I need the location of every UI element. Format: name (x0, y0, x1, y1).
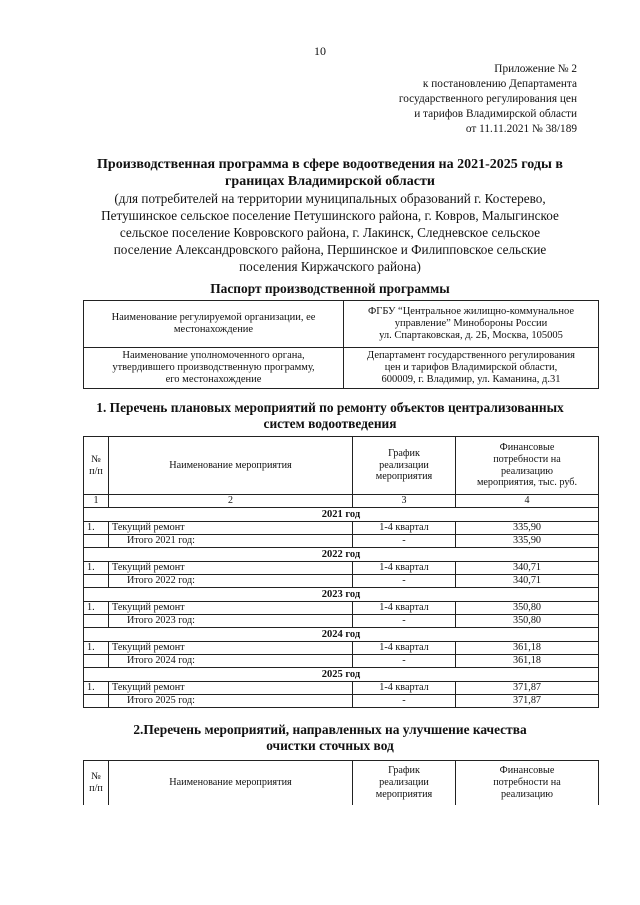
year-label: 2022 год (84, 548, 599, 562)
column-number: 4 (456, 495, 599, 508)
row-item: Текущий ремонт (109, 522, 353, 535)
header-number (84, 437, 109, 495)
row-schedule: 1-4 квартал (353, 642, 456, 655)
total-row (84, 695, 599, 708)
column-number: 3 (353, 495, 456, 508)
text-line: местонахождение (173, 324, 254, 335)
year-row (84, 548, 599, 562)
table-row (84, 562, 599, 575)
row-number (84, 535, 109, 548)
text-line: ФГБУ “Центральное жилищно-коммунальное (367, 305, 575, 317)
total-label: Итого 2025 год: (109, 695, 353, 708)
text-line: Финансовые (499, 765, 555, 777)
table-header-row (84, 437, 599, 495)
table-row (84, 602, 599, 615)
appendix-line: от 11.11.2021 № 38/189 (465, 123, 577, 135)
column-number: 1 (84, 495, 109, 508)
total-schedule: - (353, 575, 456, 588)
passport-row-authority (84, 348, 599, 389)
row-amount: 361,18 (456, 642, 599, 655)
subtitle-line: Петушинское сельское поселение Петушинского района, г. Ковров, Малыгинское (101, 208, 559, 223)
row-item: Текущий ремонт (109, 602, 353, 615)
row-schedule: 1-4 квартал (353, 682, 456, 695)
total-label: Итого 2023 год: (109, 615, 353, 628)
text-line: № (91, 771, 101, 783)
header-schedule (353, 761, 456, 805)
row-amount: 350,80 (456, 602, 599, 615)
total-label: Итого 2021 год: (109, 535, 353, 548)
row-schedule: 1-4 квартал (353, 522, 456, 535)
heading-line: 2.Перечень мероприятий, направленных на улучшение качества (133, 722, 527, 737)
total-schedule: - (353, 535, 456, 548)
heading-line: очистки сточных вод (266, 738, 394, 753)
row-number (84, 695, 109, 708)
row-number (84, 655, 109, 668)
total-label: Итого 2024 год: (109, 655, 353, 668)
repair-plan-table (83, 436, 599, 708)
table-row (84, 522, 599, 535)
total-amount: 340,71 (456, 575, 599, 588)
appendix-line: Приложение № 2 (494, 63, 577, 75)
appendix-line: к постановлению Департамента (422, 78, 577, 90)
text-line: утвердившего производственную программу, (112, 361, 315, 373)
row-number: 1. (84, 682, 109, 695)
text-line: ул. Спартаковская, д. 2Б, Москва, 105005 (379, 330, 563, 342)
total-row (84, 535, 599, 548)
total-schedule: - (353, 655, 456, 668)
subtitle-line: (для потребителей на территории муниципальных образований г. Костерево, (114, 191, 546, 206)
row-amount: 335,90 (456, 522, 599, 535)
header-financing (456, 437, 599, 495)
text-line: управление” Минобороны России (394, 317, 548, 329)
year-label: 2024 год (84, 628, 599, 642)
total-schedule: - (353, 695, 456, 708)
text-line: Наименование уполномоченного органа, (122, 349, 305, 361)
passport-value (344, 301, 599, 348)
row-item: Текущий ремонт (109, 562, 353, 575)
header-schedule (353, 437, 456, 495)
table-row (84, 642, 599, 655)
text-line: потребности на (493, 453, 561, 465)
row-number: 1. (84, 562, 109, 575)
total-amount: 350,80 (456, 615, 599, 628)
text-line: п/п (89, 465, 103, 477)
total-amount: 335,90 (456, 535, 599, 548)
column-number: 2 (109, 495, 353, 508)
section1-heading (60, 400, 600, 432)
table-header-row (84, 761, 599, 805)
text-line: реализации (379, 776, 429, 788)
text-line: реализации (379, 459, 429, 471)
total-row (84, 575, 599, 588)
text-line: № (91, 453, 101, 465)
total-label: Итого 2022 год: (109, 575, 353, 588)
text-line: Департамент государственного регулирования (367, 349, 575, 361)
year-row (84, 588, 599, 602)
header-name: Наименование мероприятия (109, 761, 353, 805)
text-line: мероприятия (375, 788, 433, 800)
row-amount: 371,87 (456, 682, 599, 695)
text-line: реализацию (501, 788, 553, 800)
row-item: Текущий ремонт (109, 642, 353, 655)
text-line: реализацию (501, 465, 553, 477)
passport-row-organization (84, 301, 599, 348)
row-number: 1. (84, 522, 109, 535)
total-amount: 371,87 (456, 695, 599, 708)
row-number (84, 575, 109, 588)
header-name: Наименование мероприятия (109, 437, 353, 495)
subtitle-line: сельское поселение Ковровского района, г. Лакинск, Следневское сельское (119, 225, 541, 240)
table-row (84, 682, 599, 695)
title-line: Производственная программа в сфере водоотведения на 2021-2025 годы в (97, 157, 563, 172)
text-line: его местонахождение (165, 374, 262, 386)
document-title (60, 156, 600, 275)
total-row (84, 655, 599, 668)
text-line: График (388, 448, 420, 460)
quality-plan-table (83, 760, 599, 805)
title-line: границах Владимирской области (225, 174, 435, 189)
text-line: потребности на (493, 776, 561, 788)
year-row (84, 508, 599, 522)
passport-table (83, 300, 599, 389)
passport-label (84, 348, 344, 389)
passport-heading: Паспорт производственной программы (210, 281, 450, 296)
page-number: 10 (314, 44, 326, 58)
total-amount: 361,18 (456, 655, 599, 668)
row-schedule: 1-4 квартал (353, 562, 456, 575)
total-row (84, 615, 599, 628)
text-line: 600009, г. Владимир, ул. Каманина, д.31 (381, 374, 561, 386)
header-number (84, 761, 109, 805)
heading-line: 1. Перечень плановых мероприятий по ремонту объектов централизованных (96, 400, 564, 415)
row-item: Текущий ремонт (109, 682, 353, 695)
row-schedule: 1-4 квартал (353, 602, 456, 615)
row-amount: 340,71 (456, 562, 599, 575)
text-line: мероприятия, тыс. руб. (476, 477, 578, 489)
appendix-note (399, 62, 577, 137)
subtitle-line: поселение Александровского района, Першинское и Филипповское сельские (113, 242, 547, 257)
year-label: 2023 год (84, 588, 599, 602)
appendix-line: государственного регулирования цен (398, 93, 577, 105)
year-row (84, 668, 599, 682)
total-schedule: - (353, 615, 456, 628)
row-number: 1. (84, 642, 109, 655)
appendix-line: и тарифов Владимирской области (414, 108, 577, 120)
year-label: 2021 год (84, 508, 599, 522)
year-row (84, 628, 599, 642)
text-line: Наименование регулируемой организации, ее (111, 311, 316, 323)
heading-line: систем водоотведения (263, 416, 397, 431)
passport-label (84, 301, 344, 348)
header-financing (456, 761, 599, 805)
column-number-row (84, 495, 599, 508)
text-line: График (388, 765, 420, 777)
subtitle-line: поселения Киржачского района) (239, 259, 421, 274)
row-number (84, 615, 109, 628)
passport-value (344, 348, 599, 389)
text-line: мероприятия (375, 471, 433, 483)
row-number: 1. (84, 602, 109, 615)
text-line: Финансовые (499, 442, 555, 454)
text-line: цен и тарифов Владимирской области, (384, 361, 558, 373)
section2-heading (60, 722, 600, 754)
year-label: 2025 год (84, 668, 599, 682)
text-line: п/п (89, 782, 103, 794)
